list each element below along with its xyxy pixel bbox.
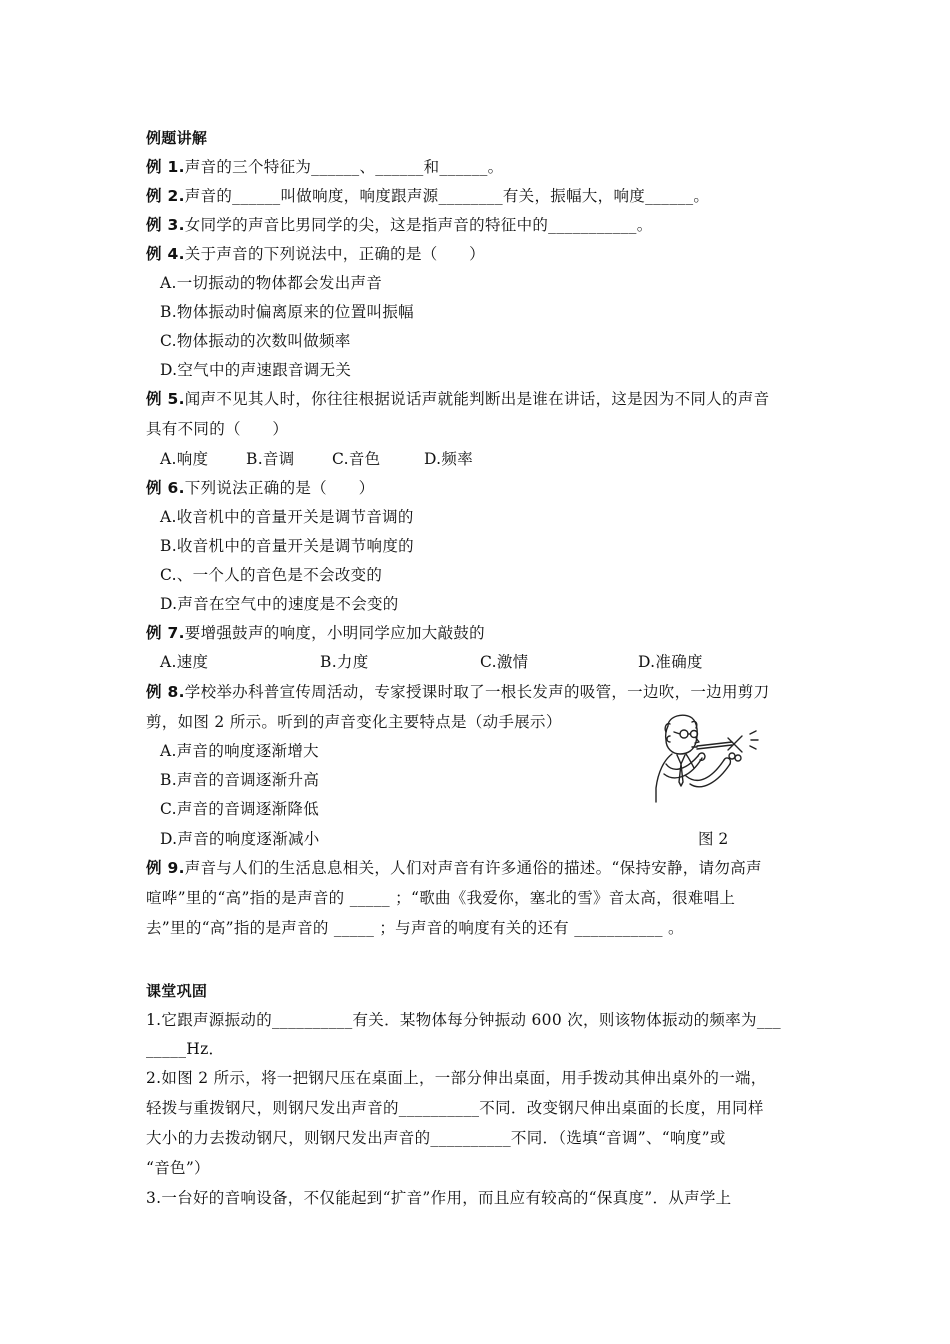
example-9 xyxy=(146,858,762,878)
example-1 xyxy=(146,157,503,177)
example-label: 例 8. xyxy=(146,683,185,701)
example-3 xyxy=(146,215,653,235)
example-label: 例 1. xyxy=(146,158,185,176)
option: A.收音机中的音量开关是调节音调的 xyxy=(160,508,414,526)
option: D.声音的响度逐渐减小 xyxy=(160,830,320,848)
example-2 xyxy=(146,186,709,206)
option: A.速度 xyxy=(160,653,209,671)
example-text: 声音的三个特征为______、______和______。 xyxy=(184,158,504,176)
example-8 xyxy=(146,682,769,702)
practice-1: 1.它跟声源振动的__________有关．某物体每分钟振动 600 次，则该物体振动的频率为___ xyxy=(146,1011,781,1029)
option: A.一切振动的物体都会发出声音 xyxy=(160,274,383,292)
figure-caption: 图 2 xyxy=(698,830,729,848)
example-label: 例 9. xyxy=(146,859,185,877)
option: D.空气中的声速跟音调无关 xyxy=(160,361,352,379)
example-text-continued: 喧哗”里的“高”指的是声音的 _____ ；“歌曲《我爱你，塞北的雪》音太高，很难唱上 xyxy=(146,889,736,907)
example-label: 例 4. xyxy=(146,245,185,263)
example-text-continued: 剪，如图 2 所示。听到的声音变化主要特点是（动手展示） xyxy=(146,713,562,731)
practice-3: 3.一台好的音响设备，不仅能起到“扩音”作用，而且应有较高的“保真度”．从声学上 xyxy=(146,1189,732,1207)
example-label: 例 3. xyxy=(146,216,185,234)
example-label: 例 6. xyxy=(146,479,185,497)
straw-scissors-illustration xyxy=(650,712,775,804)
section-heading-examples: 例题讲解 xyxy=(146,129,208,147)
options-row xyxy=(160,449,473,469)
practice-2-continued: 轻拨与重拨钢尺，则钢尺发出声音的__________不同．改变钢尺伸出桌面的长度，用同样 xyxy=(146,1099,764,1117)
option: A.响度 xyxy=(160,450,209,468)
example-text-continued: 去”里的“高”指的是声音的 _____ ；与声音的响度有关的还有 ___________ 。 xyxy=(146,919,684,937)
practice-2: 2.如图 2 所示，将一把钢尺压在桌面上，一部分伸出桌面，用手拨动其伸出桌外的一端， xyxy=(146,1069,767,1087)
option: B.收音机中的音量开关是调节响度的 xyxy=(160,537,414,555)
example-text: 要增强鼓声的响度，小明同学应加大敲鼓的 xyxy=(184,624,485,642)
example-4 xyxy=(146,244,485,264)
option: B.力度 xyxy=(320,653,369,671)
example-label: 例 2. xyxy=(146,187,185,205)
practice-2-continued: 大小的力去拨动钢尺，则钢尺发出声音的__________不同．（选填“音调”、“响度”或 xyxy=(146,1129,726,1147)
option: C.激情 xyxy=(480,653,529,671)
option: C.、一个人的音色是不会改变的 xyxy=(160,566,383,584)
option: B.声音的音调逐渐升高 xyxy=(160,771,320,789)
option: D.声音在空气中的速度是不会变的 xyxy=(160,595,399,613)
option: B.音调 xyxy=(246,450,295,468)
option: C.音色 xyxy=(332,450,381,468)
option: B.物体振动时偏离原来的位置叫振幅 xyxy=(160,303,414,321)
example-label: 例 5. xyxy=(146,390,185,408)
option: A.声音的响度逐渐增大 xyxy=(160,742,319,760)
options-row xyxy=(160,652,703,672)
practice-2-continued: “音色”） xyxy=(146,1159,210,1177)
example-text: 学校举办科普宣传周活动，专家授课时取了一根长发声的吸管，一边吹，一边用剪刀 xyxy=(184,683,770,701)
example-7 xyxy=(146,623,485,643)
option: D.频率 xyxy=(424,450,474,468)
example-text: 声音的______叫做响度，响度跟声源________有关，振幅大，响度______。 xyxy=(184,187,710,205)
section-heading-practice: 课堂巩固 xyxy=(146,982,208,1000)
example-text: 下列说法正确的是（ ） xyxy=(184,479,375,497)
option: D.准确度 xyxy=(638,653,703,671)
example-text: 关于声音的下列说法中，正确的是（ ） xyxy=(184,245,485,263)
example-text: 声音与人们的生活息息相关，人们对声音有许多通俗的描述。“保持安静，请勿高声 xyxy=(184,859,762,877)
example-label: 例 7. xyxy=(146,624,185,642)
practice-1-continued: _____Hz． xyxy=(146,1040,225,1058)
example-6 xyxy=(146,478,374,498)
example-text: 女同学的声音比男同学的尖，这是指声音的特征中的___________。 xyxy=(184,216,653,234)
option: C.物体振动的次数叫做频率 xyxy=(160,332,351,350)
example-text: 闻声不见其人时，你往往根据说话声就能判断出是谁在讲话，这是因为不同人的声音 xyxy=(184,390,770,408)
example-5 xyxy=(146,389,769,409)
option: C.声音的音调逐渐降低 xyxy=(160,800,320,818)
example-text-continued: 具有不同的（ ） xyxy=(146,420,289,438)
